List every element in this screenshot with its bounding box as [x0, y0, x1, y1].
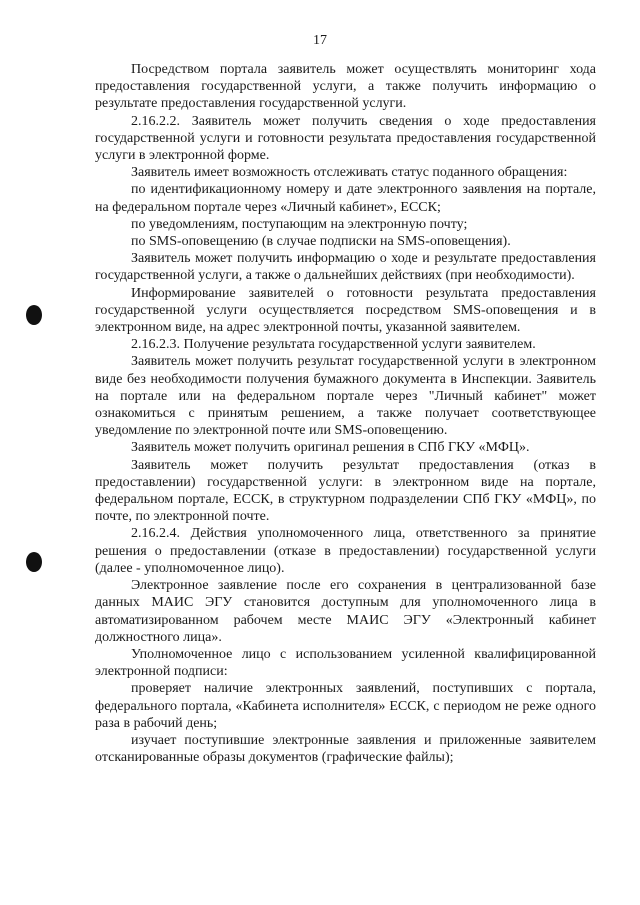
paragraph: Электронное заявление после его сохранения в централизованной базе данных МАИС ЭГУ становится доступным для уполномоченного лица в автоматизированном рабочем месте МАИС ЭГУ «Электронный кабинет должностного лица». — [95, 578, 596, 645]
paragraph: Заявитель может получить информацию о ходе и результате предоставления государственной услуги, а также о дальнейших действиях (при необходимости). — [95, 251, 596, 284]
punch-hole-mark — [26, 552, 42, 572]
paragraph: Посредством портала заявитель может осуществлять мониторинг хода предоставления государственной услуги, а также получить информацию о результате предоставления государственной услуги. — [95, 62, 596, 112]
paragraph: 2.16.2.2. Заявитель может получить сведения о ходе предоставления государственной услуги и готовности результата предоставления государственной услуги в электронной форме. — [95, 113, 596, 164]
paragraph: по SMS-оповещению (в случае подписки на SMS-оповещения). — [131, 234, 511, 250]
punch-hole-mark — [26, 305, 42, 325]
document-body — [95, 61, 596, 766]
paragraph: Заявитель может получить результат государственной услуги в электронном виде без необходимости получения бумажного документа в Инспекции. Заявитель на портале или на федеральном портале через "Личный кабинет" может ознакомиться с принятым решением, а также получает соответствующее уведомление по электронной почте или SMS-оповещению. — [95, 354, 596, 439]
paragraph: 2.16.2.3. Получение результата государственной услуги заявителем. — [131, 337, 536, 353]
paragraph: Заявитель может получить оригинал решения в СПб ГКУ «МФЦ». — [131, 440, 530, 456]
paragraph: Заявитель имеет возможность отслеживать статус поданного обращения: — [131, 165, 568, 181]
paragraph: Заявитель может получить результат предоставления (отказ в предоставлении) государственной услуги: в электронном виде на портале, федеральном портале, ЕССК, в структурном подразделении СПб ГКУ «МФЦ», по почте, по электронной почте. — [95, 457, 596, 525]
page-number: 17 — [313, 33, 327, 48]
paragraph: по уведомлениям, поступающим на электронную почту; — [131, 216, 468, 232]
paragraph: проверяет наличие электронных заявлений, поступивших с портала, федерального портала, «Кабинета исполнителя» ЕССК, с периодом не реже одного раза в рабочий день; — [95, 681, 596, 731]
paragraph: по идентификационному номеру и дате электронного заявления на портале, на федеральном портале через «Личный кабинет», ЕССК; — [95, 182, 596, 215]
paragraph: изучает поступившие электронные заявления и приложенные заявителем отсканированные образы документов (графические файлы); — [95, 732, 596, 766]
paragraph: 2.16.2.4. Действия уполномоченного лица, ответственного за принятие решения о предоставлении (отказе в предоставлении) государственной услуги (далее - уполномоченное лицо). — [95, 526, 596, 576]
paragraph: Информирование заявителей о готовности результата предоставления государственной услуги осуществляется посредством SMS-оповещения и в электронном виде, на адрес электронной почты, указанной заявителем. — [95, 285, 596, 336]
paragraph: Уполномоченное лицо с использованием усиленной квалифицированной электронной подписи: — [95, 646, 596, 680]
